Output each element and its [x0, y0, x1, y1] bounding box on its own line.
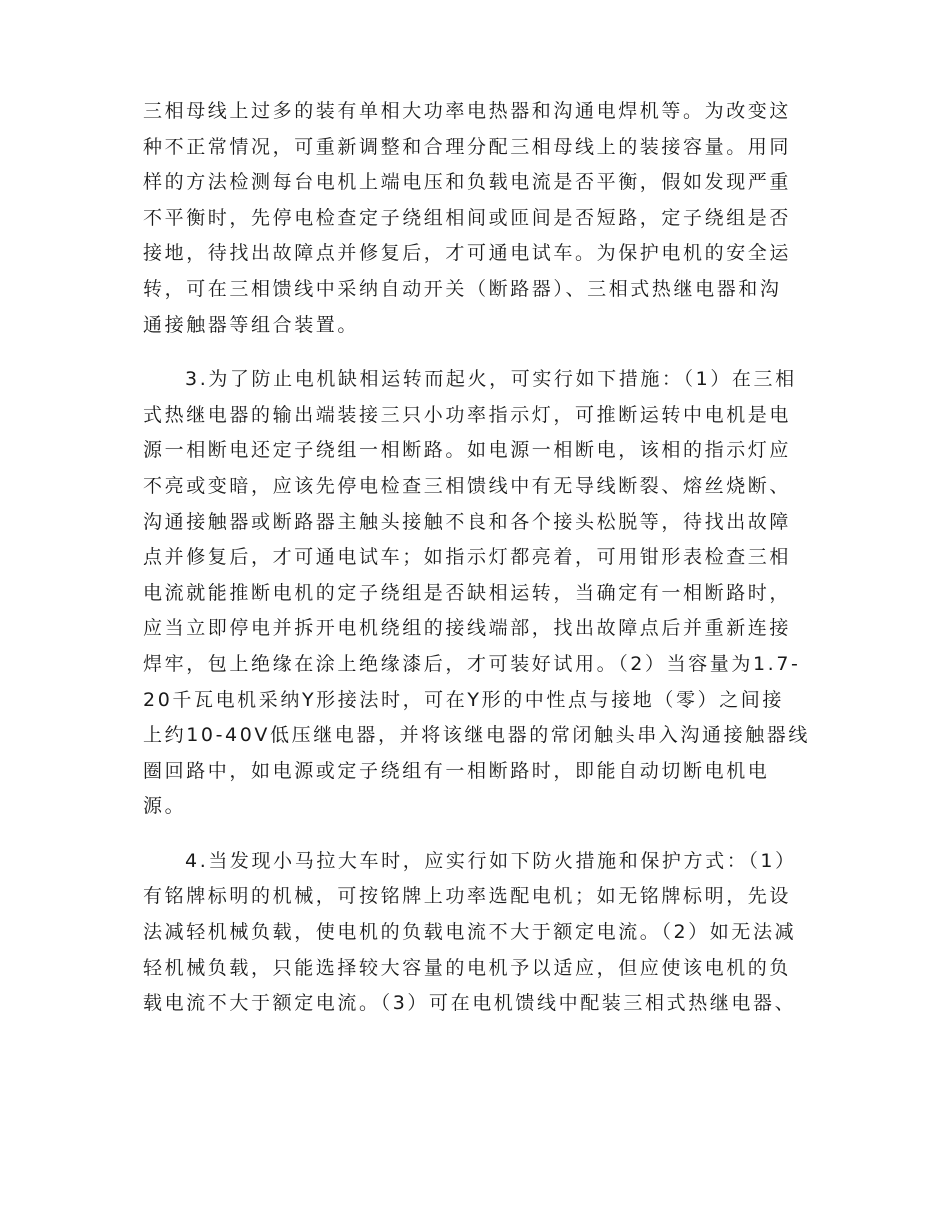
text-line: 式热继电器的输出端装接三只小功率指示灯，可推断运转中电机是电 — [143, 403, 792, 426]
text-line-indented: 4.当发现小马拉大车时，应实行如下防火措施和保护方式：（1） — [185, 849, 797, 872]
text-line: 轻机械负载，只能选择较大容量的电机予以适应，但应使该电机的负 — [143, 956, 792, 979]
text-line: 不平衡时，先停电检查定子绕组相间或匝间是否短路，定子绕组是否 — [143, 206, 792, 229]
text-line: 源。 — [143, 795, 187, 818]
text-line: 焊牢，包上绝缘在涂上绝缘漆后，才可装好试用。（2）当容量为1.7- — [143, 652, 801, 675]
text-line: 圈回路中，如电源或定子绕组有一相断路时，即能自动切断电机电 — [143, 759, 770, 782]
paragraph-3 — [143, 844, 811, 1022]
text-line: 点并修复后，才可通电试车；如指示灯都亮着，可用钳形表检查三相 — [143, 546, 792, 569]
document-body — [143, 94, 811, 1041]
text-line: 法减轻机械负载，使电机的负载电流不大于额定电流。（2）如无法减 — [143, 921, 797, 944]
text-line: 20千瓦电机采纳Y形接法时，可在Y形的中性点与接地（零）之间接 — [143, 688, 784, 711]
text-line: 转，可在三相馈线中采纳自动开关（断路器）、三相式热继电器和沟 — [143, 277, 782, 300]
paragraph-1 — [143, 94, 811, 343]
text-line: 沟通接触器或断路器主触头接触不良和各个接头松脱等，待找出故障 — [143, 510, 792, 533]
text-line: 种不正常情况，可重新调整和合理分配三相母线上的装接容量。用同 — [143, 135, 792, 158]
text-line-indented: 3.为了防止电机缺相运转而起火，可实行如下措施：（1）在三相 — [185, 368, 797, 391]
text-line: 三相母线上过多的装有单相大功率电热器和沟通电焊机等。为改变这 — [143, 100, 792, 122]
text-line: 应当立即停电并拆开电机绕组的接线端部，找出故障点后并重新连接 — [143, 617, 792, 640]
text-line: 源一相断电还定子绕组一相断路。如电源一相断电，该相的指示灯应 — [143, 439, 792, 462]
text-line: 载电流不大于额定电流。（3）可在电机馈线中配装三相式热继电器、 — [143, 992, 797, 1015]
text-line: 接地，待找出故障点并修复后，才可通电试车。为保护电机的安全运 — [143, 242, 792, 265]
paragraph-2 — [143, 362, 811, 825]
text-line: 样的方法检测每台电机上端电压和负载电流是否平衡，假如发现严重 — [143, 171, 792, 194]
text-line: 上约10-40V低压继电器，并将该继电器的常闭触头串入沟通接触器线 — [143, 724, 811, 747]
text-line: 不亮或变暗，应该先停电检查三相馈线中有无导线断裂、熔丝烧断、 — [143, 474, 792, 497]
text-line: 电流就能推断电机的定子绕组是否缺相运转，当确定有一相断路时， — [143, 581, 792, 604]
text-line: 通接触器等组合装置。 — [143, 313, 360, 336]
text-line: 有铭牌标明的机械，可按铭牌上功率选配电机；如无铭牌标明，先设 — [143, 885, 792, 908]
